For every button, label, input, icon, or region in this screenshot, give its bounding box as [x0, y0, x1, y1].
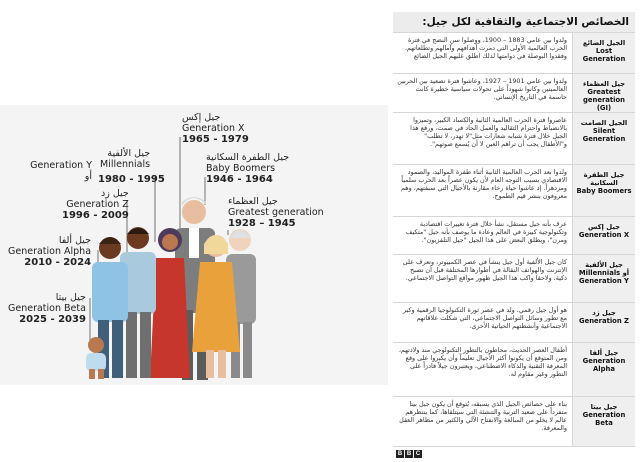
generations-table [393, 33, 635, 447]
label-baby-boomers: جيل الطفرة السكانية Baby Boomers 1946 - 1964 [206, 152, 290, 185]
table-row [393, 342, 635, 396]
generation-description: بناء على خصائص الجيل الذي يسبقه، يُتوقع أن يكون جيل بيتا متفرداً على صعيد التربية والتنشئة التي سيتلقاها، كما ينتظرهم عالم لا يخلو من المبالغة والانفتاح الآلي والكثير من مظاهر العقل والمعرفة. [393, 396, 573, 446]
generation-name-en: Generation X [578, 230, 630, 239]
generation-name-ar: الجيل الصامت [580, 118, 628, 127]
generation-description: عرف بأنه جيل مستقل، نشأ خلال فترة تغييرات اقتصادية وتكنولوجية كبيرة في العالم وعادة ما يوصف بأنه جيل "متكيف ومرن"، ويطلق البعض على هذا الجيل "جيل التلفزيون". [393, 216, 573, 254]
generation-name-en: Generation Beta [582, 410, 626, 427]
label-greatest-generation: جيل العظماء Greatest generation 1928 – 1945 [228, 196, 324, 229]
label-generation-y-alt: Generation Y أو [30, 160, 92, 182]
generation-name [573, 342, 636, 396]
logo-letter: B [397, 451, 403, 457]
bbc-logo [396, 450, 422, 458]
generation-description: هو أول جيل رقمي، ولد في عصر ثورة التكنولوجيا الرقمية وكبر مع تطور وسائل التواصل الاجتماعي، التي شكلت علاقاتهم الاجتماعية وأنشطتهم الحياتية الأخرى. [393, 302, 573, 342]
generation-name [573, 396, 636, 446]
generation-name-ar: جيل العظماء [582, 79, 626, 88]
table-row [393, 216, 635, 254]
label-generation-x: جيل إكس Generation X 1965 - 1979 [182, 112, 249, 145]
figure-beta-baby [86, 337, 106, 379]
generation-description: عاصروا فترة الحرب العالمية الثانية والكساد الكبير، وتميزوا بالانضباط واحترام التقاليد والعمل الجاد في صمت، ورفع هذا الجيل خلال فترة شبابه شعارات مثل"لا تهدر، لا تطلب" و"الأطفال يجب أن تراهم العين لا أن يُسمع صوتهم". [393, 112, 573, 164]
generation-name-ar: الجيل الضائع [582, 39, 626, 47]
table-row [393, 254, 635, 302]
generation-name-en: Generation Z [579, 316, 629, 325]
generation-name-en: Lost Generation [582, 47, 626, 63]
generation-name [573, 254, 636, 302]
generation-description: ولدوا بين عامي 1901 – 1927، وعاشوا فترة تصعيد بين الحربين العالميتين وكانوا شهوداً على تحولات سياسية خطيرة كانت حاسمة في التاريخ الإنساني. [393, 73, 573, 112]
generation-name-ar: جيل ألفا [589, 348, 619, 357]
label-millennials-years: 1980 - 1995 [98, 174, 165, 185]
generation-name-en: Greatest generation (GI) [583, 87, 625, 112]
generation-name [573, 164, 636, 216]
generation-name [573, 216, 636, 254]
generation-name-en: Millennials أو Generation Y [578, 268, 630, 285]
generation-name-ar: جيل الألفية [585, 260, 623, 269]
label-millennials: جيل الألفية Millennials [100, 148, 151, 170]
table-row [393, 164, 635, 216]
generation-name-en: Baby Boomers [576, 186, 632, 195]
label-generation-z: جيل زد Generation Z 1996 - 2009 [62, 188, 129, 221]
table-row [393, 396, 635, 446]
generation-name-ar: جيل بيتا [590, 402, 618, 411]
table-row [393, 73, 635, 112]
generation-name-ar: جيل إكس [588, 222, 620, 231]
generation-name [573, 33, 636, 73]
generation-name-en: Generation Alpha [582, 356, 626, 373]
label-generation-alpha: جيل ألفا Generation Alpha 2010 - 2024 [8, 235, 92, 268]
generation-description: ولدوا بين عامي 1883 – 1900، ووصلوا سن النضج في فترة الحرب العالمية الأولى التي دمرت أهدافهم وآمالهم وتطلعاتهم، وفقدوا البوصلة في دوامتها لذلك اطلق عليهم الجيل الضائع [393, 33, 573, 73]
label-generation-beta: جيل بيتا Generation Beta 2025 - 2039 [8, 292, 86, 325]
table-row [393, 112, 635, 164]
table-title: الخصائص الاجتماعية والثقافية لكل جيل: [393, 12, 635, 33]
generation-name [573, 302, 636, 342]
generation-name [573, 112, 636, 164]
generation-name-ar: جيل زد [592, 308, 616, 317]
generation-description: كان جيل الألفية أول جيل ينشأ في عصر الكمبيوتر، وتعرف على الإنترنت والهواتف النقالة في أطوارها المختلفة قبل أن تصبح ذكية، ولاحقا واكب هذا الجيل ظهور مواقع التواصل الاجتماعي. [393, 254, 573, 302]
generation-description: ولدوا بعد الحرب العالمية الثانية أثناء طفرة المواليد، والصمود الاقتصادي بسبب التوجه العام لأن يكون عصراً بعد الحرب سلمياً ومزدهراً. إذ عاشوا حياة رخاء مقارنة بالأجيال التي سبقتهم، وهم معروفون بنشر قيم الطموح. [393, 164, 573, 216]
table-row [393, 302, 635, 342]
generations-table-panel [393, 12, 635, 447]
logo-letter: B [406, 451, 412, 457]
table-row [393, 33, 635, 73]
generation-name-en: Silent Generation [582, 126, 626, 143]
generation-name [573, 73, 636, 112]
logo-letter: C [415, 451, 421, 457]
generation-name-ar: جيل الطفرة السكانية [583, 170, 625, 187]
generation-description: أطفال العصر الحديث، محاطون بالتطور التكنولوجي منذ ولادتهم، ومن المتوقع أن يكونوا أكثر الأجيال تعليماً وأن يكبروا على وقع المعرفة التقنية والذكاء الاصطناعي، ويعتبرون جيلاً قادراً على التطور وغير مقاوم له. [393, 342, 573, 396]
